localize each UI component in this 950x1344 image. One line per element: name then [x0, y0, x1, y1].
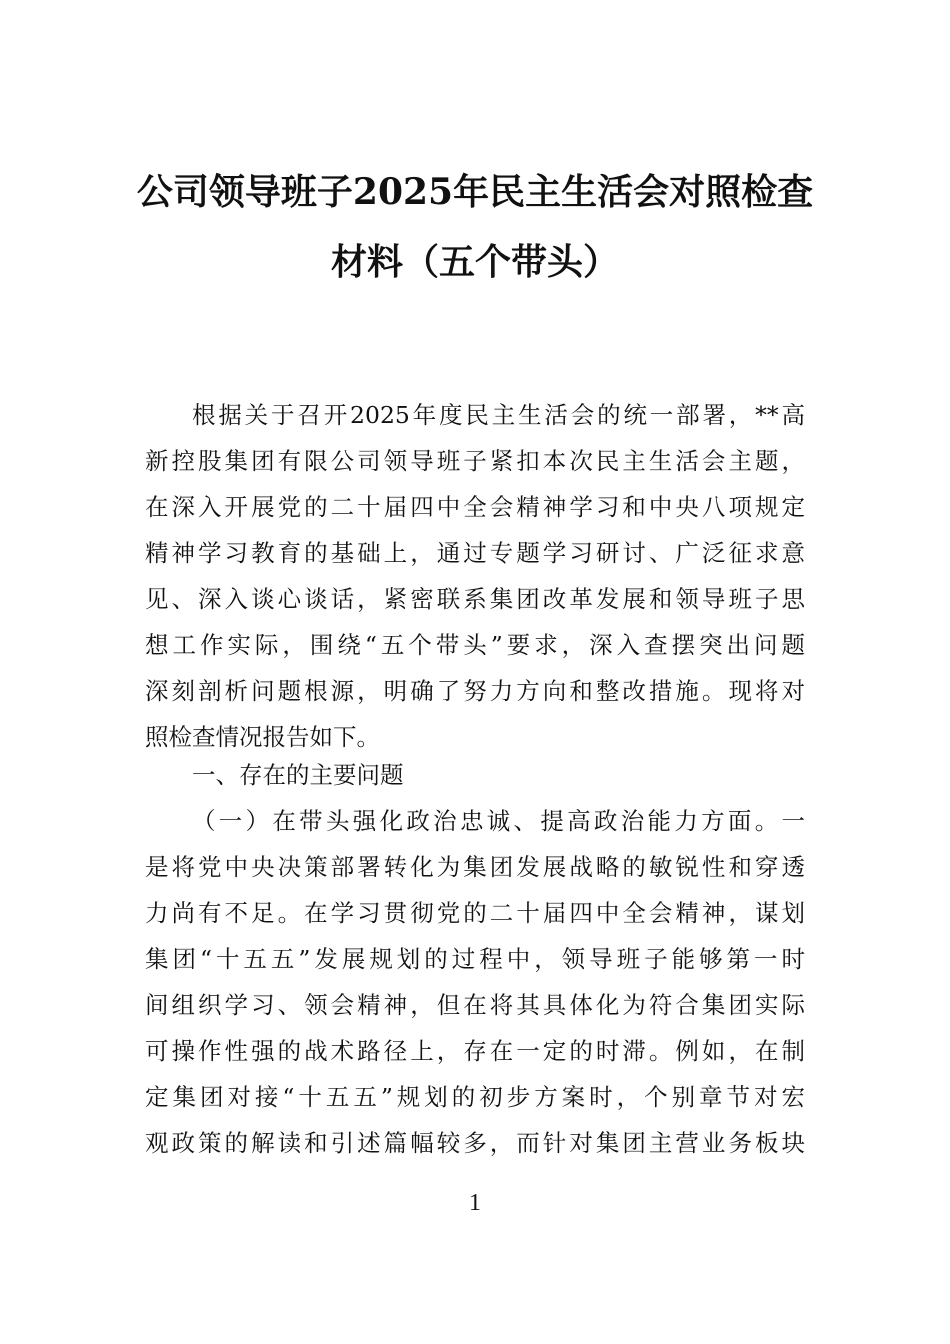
- paragraph-line: 根据关于召开2025年度民主生活会的统一部署，**高: [192, 401, 805, 429]
- page-number: 1: [469, 1190, 481, 1216]
- paragraph-line: 精神学习教育的基础上，通过专题学习研讨、广泛征求意: [145, 539, 805, 567]
- paragraph-line: 间组织学习、领会精神，但在将其具体化为符合集团实际: [145, 991, 805, 1019]
- paragraph-line: 定集团对接“十五五”规划的初步方案时，个别章节对宏: [145, 1083, 805, 1111]
- document-title-line-1: 公司领导班子2025年民主生活会对照检查: [136, 171, 814, 213]
- paragraph-line: 照检查情况报告如下。: [145, 723, 380, 751]
- paragraph-line: 深刻剖析问题根源，明确了努力方向和整改措施。现将对: [145, 677, 805, 705]
- paragraph-line: 是将党中央决策部署转化为集团发展战略的敏锐性和穿透: [145, 853, 805, 881]
- paragraph-line: 可操作性强的战术路径上，存在一定的时滞。例如，在制: [145, 1037, 805, 1065]
- intro-paragraph: [145, 392, 805, 760]
- paragraph-line: 在深入开展党的二十届四中全会精神学习和中央八项规定: [145, 493, 805, 521]
- paragraph-line: 集团“十五五”发展规划的过程中，领导班子能够第一时: [145, 945, 805, 973]
- paragraph-line: 观政策的解读和引述篇幅较多，而针对集团主营业务板块: [145, 1129, 805, 1157]
- paragraph-line: 力尚有不足。在学习贯彻党的二十届四中全会精神，谋划: [145, 899, 805, 927]
- section-paragraph: [145, 798, 805, 1166]
- document-title-line-2: 材料（五个带头）: [330, 241, 619, 283]
- paragraph-line: 想工作实际，围绕“五个带头”要求，深入查摆突出问题: [145, 631, 805, 659]
- section-heading: 一、存在的主要问题: [192, 761, 404, 789]
- paragraph-line: 见、深入谈心谈话，紧密联系集团改革发展和领导班子思: [145, 585, 805, 613]
- paragraph-line: 新控股集团有限公司领导班子紧扣本次民主生活会主题，: [145, 447, 805, 475]
- paragraph-line: （一）在带头强化政治忠诚、提高政治能力方面。一: [192, 807, 805, 835]
